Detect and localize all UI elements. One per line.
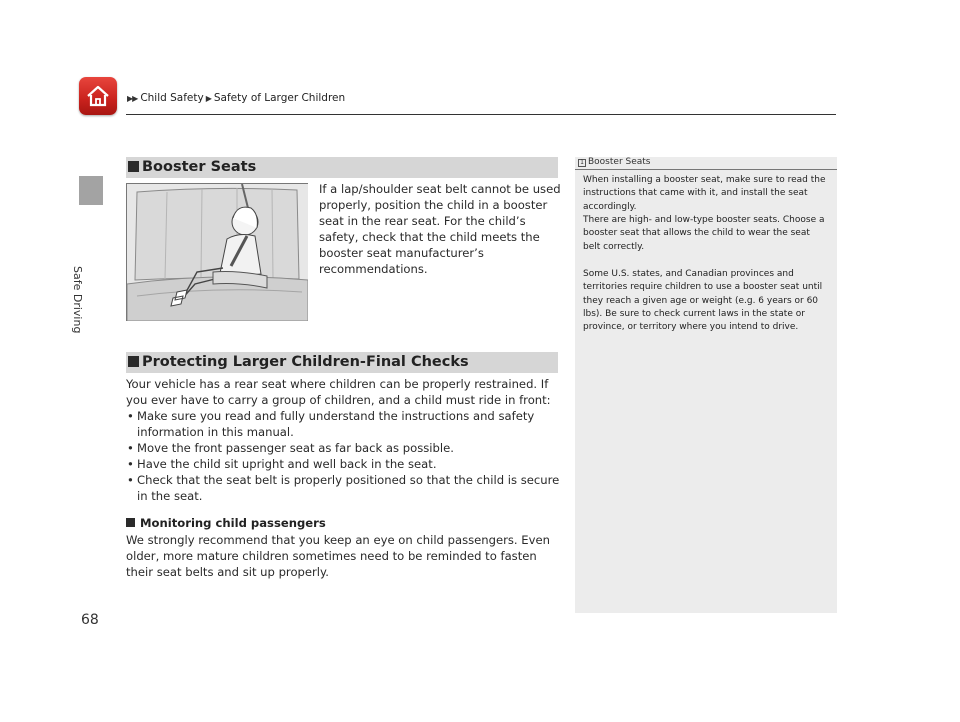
sidebar-divider <box>575 169 837 170</box>
sidebar-paragraph: When installing a booster seat, make sure to read the instructions that came with it, and install the seat accordingly. <box>583 175 826 212</box>
section-marker-icon <box>128 356 139 367</box>
home-button[interactable] <box>79 77 117 115</box>
page-number: 68 <box>81 612 99 628</box>
booster-seats-text: If a lap/shoulder seat belt cannot be used properly, position the child in a booster seat in the rear seat. For the child’s safety, check that the child meets the booster seat manufacturer’s recommendations. <box>319 182 561 276</box>
list-item: • Make sure you read and fully understand the instructions and safety information in this manual. <box>127 409 535 439</box>
section-heading-booster-seats: Booster Seats <box>126 157 558 178</box>
subheading-marker-icon <box>126 518 135 527</box>
header-divider <box>126 114 836 115</box>
list-item: • Check that the seat belt is properly positioned so that the child is secure in the seat. <box>127 473 560 503</box>
section-marker-icon <box>128 161 139 172</box>
booster-seat-illustration <box>126 183 308 321</box>
breadcrumb <box>127 92 345 104</box>
subheading-monitoring: Monitoring child passengers <box>126 516 326 530</box>
final-checks-list <box>126 408 566 504</box>
sidebar-title: 1 Booster Seats <box>578 157 651 167</box>
sidebar-paragraph: Some U.S. states, and Canadian provinces and territories require children to use a booster seat until they reach a given age or weight (e.g. 6 years or 60 lbs). Be sure to check current laws in the state or province, or territory where you intend to drive. <box>583 269 823 333</box>
note-marker-icon: 1 <box>578 159 586 167</box>
list-item: • Have the child sit upright and well back in the seat. <box>127 457 437 471</box>
sidebar-paragraph: There are high- and low-type booster seats. Choose a booster seat that allows the child to wear the seat belt correctly. <box>583 215 825 252</box>
final-checks-intro: Your vehicle has a rear seat where children can be properly restrained. If you ever have to carry a group of children, and a child must ride in front: <box>126 377 551 407</box>
breadcrumb-item-current: Safety of Larger Children <box>213 92 346 104</box>
home-icon <box>85 83 111 109</box>
monitoring-text: We strongly recommend that you keep an eye on child passengers. Even older, more mature children sometimes need to be reminded to fasten their seat belts and sit up properly. <box>126 533 550 579</box>
list-item: • Move the front passenger seat as far back as possible. <box>127 441 454 455</box>
breadcrumb-item-child-safety[interactable]: Child Safety <box>140 92 204 104</box>
breadcrumb-arrow-icon: ▶ <box>205 94 211 103</box>
breadcrumb-arrow-icon: ▶▶ <box>127 94 138 103</box>
section-heading-final-checks: Protecting Larger Children-Final Checks <box>126 352 558 373</box>
chapter-label: Safe Driving <box>71 266 84 334</box>
chapter-tab[interactable] <box>79 176 103 205</box>
